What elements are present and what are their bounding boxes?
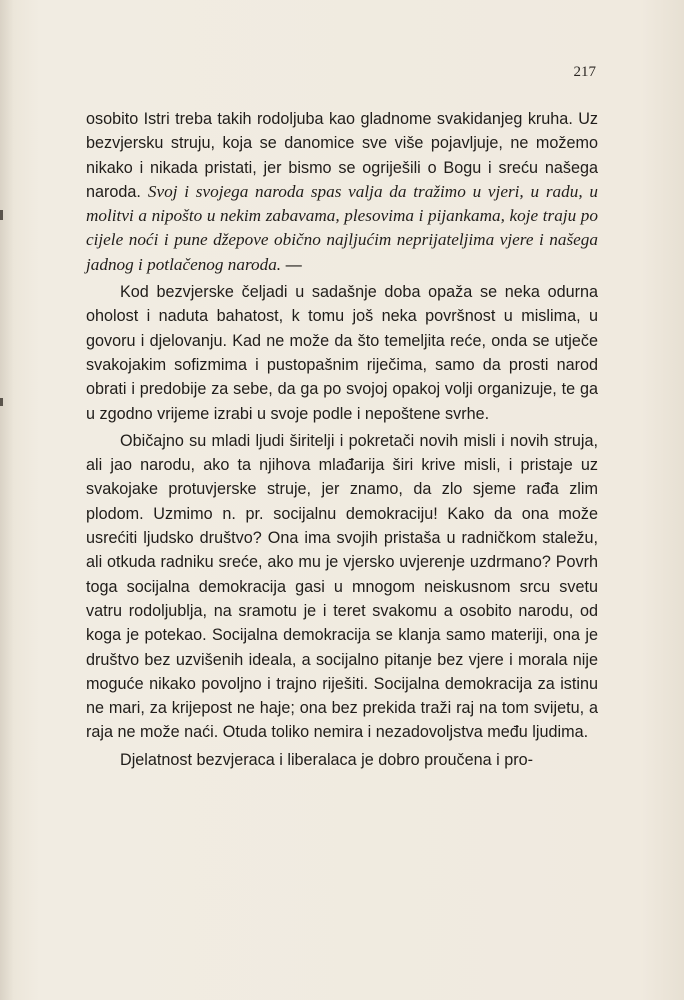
paragraph-1-plain: osobito Istri treba takih rodoljuba kao gladnome svakidanjeg kruha. Uz bezvjersku struju, koja se danomice sve više pojavljuje, ne možemo nikako i nikada pristati, jer bismo se ogriješili o Bogu i sreću našega naroda. [86,110,598,201]
paragraph-3: Običajno su mladi ljudi širitelji i pokretači novih misli i novih struja, ali jao narodu, ako ta njihova mlađarija širi krive misli, i pristaje uz svakojake protuvjerske struje, jer znamo, da zlo sjeme rađa zlim plodom. Uzmimo n. pr. socijalnu demokraciju! Kako da ona može usrećiti ljudsko društvo? Ona ima svojih pristaša u radničkom staležu, ali otkuda radniku sreće, ako mu je vjersko uvjerenje uzdrmano? Povrh toga socijalna demokracija gasi u mnogom neiskusnom srcu svetu vatru rodoljublja, na sramotu je i teret svakomu a osobito narodu, od koga je potekao. Socijalna demokracija se klanja samo materiji, ona je društvo bez uzvišenih ideala, a socijalno pitanje bez vjere i morala nije moguće nikako povoljno i trajno riješiti. Socijalna demokracija za istinu ne mari, za krijepost ne haje; ona bez prekida traži raj na tom svijetu, a raja ne može naći. Otuda toliko nemira i nezadovoljstva među ljudima. [86,431,598,742]
body-text [86,107,598,772]
paragraph-4: Djelatnost bezvjeraca i liberalaca je dobro proučena i pro- [120,750,534,769]
margin-mark [0,398,3,406]
page-number: 217 [573,64,596,80]
paragraph-2: Kod bezvjerske čeljadi u sadašnje doba opaža se neka odurna oholost i naduta bahatost, k tomu još neka površnost u mislima, u govoru i djelovanju. Kad ne može da što temeljita reće, onda se utječe svakojakim sofizmima i pustopašnim riječima, samo da prosti narod obrati i predobije za sebe, da ga po svojoj opakoj volji organizuje, te ga u zgodno vrijeme izrabi u svoje podle i nepoštene svrhe. [86,283,598,423]
paragraph-1 [86,107,598,277]
paragraph-1-dash: — [281,255,302,274]
paragraph-1-italic: Svoj i svojega naroda spas valja da tražimo u vjeri, u radu, u molitvi a nipošto u nekim zabavama, plesovima i pijankama, koje traju po cijele noći i pune džepove obično najljućim neprijateljima vjere i našega jadnog i potlačenog naroda. [86,181,598,274]
margin-mark [0,210,3,220]
